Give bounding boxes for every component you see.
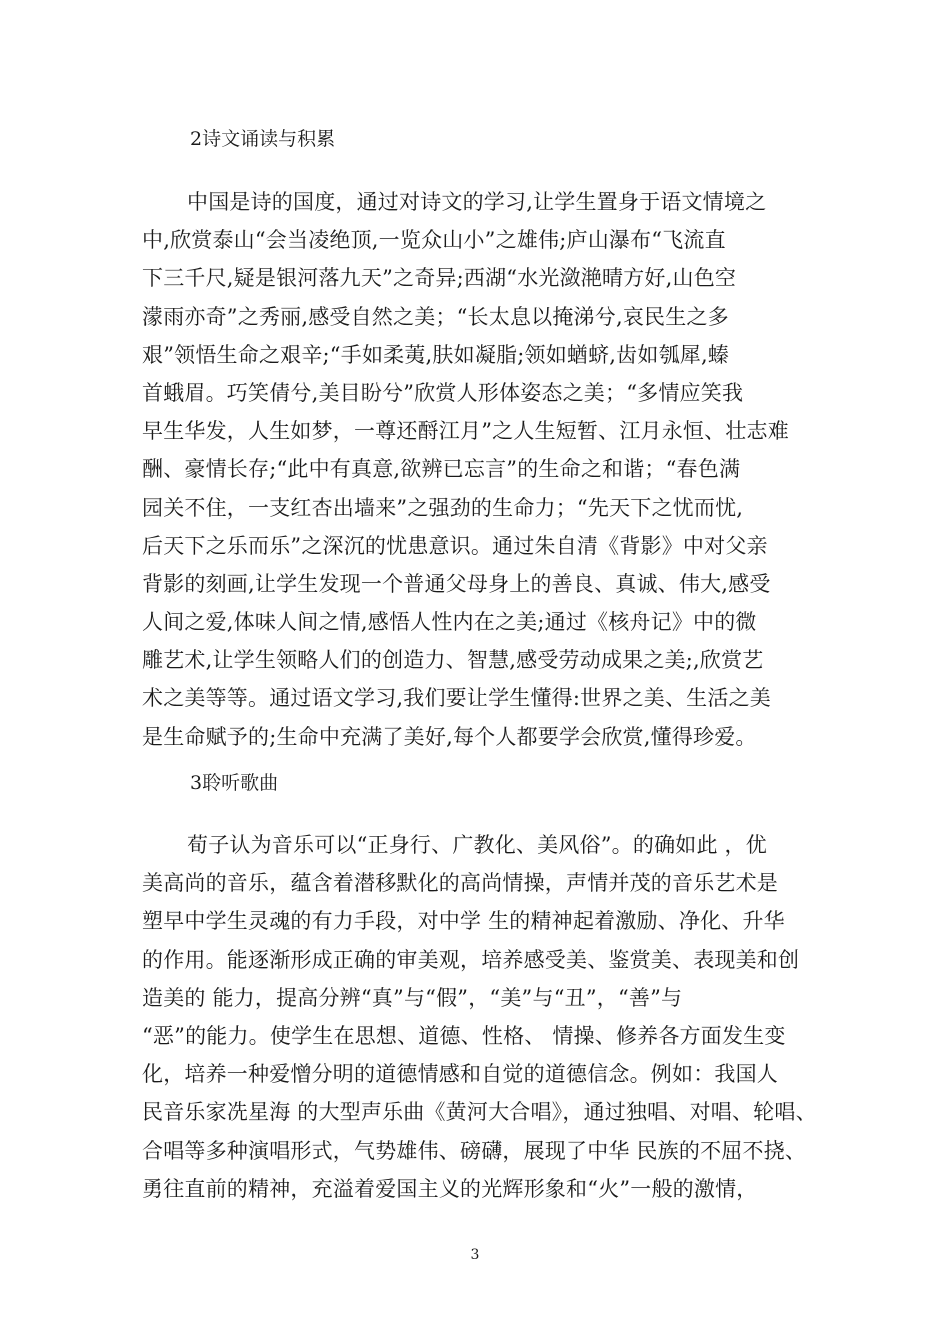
paragraph-line: 园关不住，一支红杏出墙来”之强劲的生命力；“先天下之忧而忧,	[142, 495, 744, 520]
paragraph-line: 艰”领悟生命之艰辛;“手如柔荑,肤如凝脂;领如蝤蛴,齿如瓠犀,螓	[142, 342, 730, 367]
paragraph-line: 早生华发，人生如梦，一尊还酹江月”之人生短暂、江月永恒、壮志难	[142, 419, 789, 444]
paragraph-line: 濛雨亦奇”之秀丽,感受自然之美；“长太息以掩涕兮,哀民生之多	[142, 304, 729, 329]
paragraph-line: 合唱等多种演唱形式，气势雄伟、磅礴，展现了中华 民族的不屈不挠、	[142, 1138, 807, 1163]
paragraph-line: 后天下之乐而乐”之深沉的忧患意识。通过朱自清《背影》中对父亲	[142, 533, 768, 558]
paragraph-line: 人间之爱,体味人间之情,感悟人性内在之美;通过《核舟记》中的微	[142, 610, 757, 635]
paragraph-line: “恶”的能力。使学生在思想、道德、性格、 情操、修养各方面发生变	[142, 1023, 786, 1048]
paragraph-line: 美高尚的音乐，蕴含着潜移默化的高尚情操，声情并茂的音乐艺术是	[142, 871, 778, 896]
section-heading-poetry-reading: 2诗文诵读与积累	[190, 128, 336, 150]
paragraph-line: 术之美等等。通过语文学习,我们要让学生懂得:世界之美、生活之美	[142, 686, 771, 711]
paragraph-line: 造美的 能力，提高分辨“真”与“假”，“美”与“丑”，“善”与	[142, 985, 683, 1010]
paragraph-line: 勇往直前的精神，充溢着爱国主义的光辉形象和“火”一般的激情，	[142, 1176, 758, 1201]
paragraph-line: 雕艺术,让学生领略人们的创造力、智慧,感受劳动成果之美;,欣赏艺	[142, 648, 764, 673]
section-heading-listening-songs: 3聆听歌曲	[190, 772, 279, 794]
paragraph-line: 的作用。能逐渐形成正确的审美观，培养感受美、鉴赏美、表现美和创	[142, 947, 800, 972]
paragraph-line: 下三千尺,疑是银河落九天”之奇异;西湖“水光潋滟晴方好,山色空	[142, 266, 737, 291]
paragraph-line: 化，培养一种爱憎分明的道德情感和自觉的道德信念。例如：我国人	[142, 1062, 778, 1087]
paragraph-line: 民音乐家冼星海 的大型声乐曲《黄河大合唱》，通过独唱、对唱、轮唱、	[142, 1100, 817, 1125]
paragraph-poetry	[142, 183, 822, 756]
paragraph-line: 背影的刻画,让学生发现一个普通父母身上的善良、真诚、伟大,感受	[142, 571, 771, 596]
paragraph-line: 首蛾眉。巧笑倩兮,美目盼兮”欣赏人形体姿态之美；“多情应笑我	[142, 380, 744, 405]
paragraph-line: 荀子认为音乐可以“正身行、广教化、美风俗”。的确如此 ，优	[187, 833, 767, 857]
paragraph-line: 酬、豪情长存;“此中有真意,欲辨已忘言”的生命之和谐；“春色满	[142, 457, 741, 482]
paragraph-line: 是生命赋予的;生命中充满了美好,每个人都要学会欣赏,懂得珍爱。	[142, 724, 757, 749]
paragraph-music	[142, 826, 822, 1208]
paragraph-line: 中,欣赏泰山“会当凌绝顶,一览众山小”之雄伟;庐山瀑布“飞流直	[142, 228, 726, 253]
page-number: 3	[470, 1247, 480, 1263]
paragraph-line: 塑早中学生灵魂的有力手段，对中学 生的精神起着激励、净化、升华	[142, 909, 785, 934]
paragraph-line: 中国是诗的国度，通过对诗文的学习,让学生置身于语文情境之	[187, 190, 767, 214]
